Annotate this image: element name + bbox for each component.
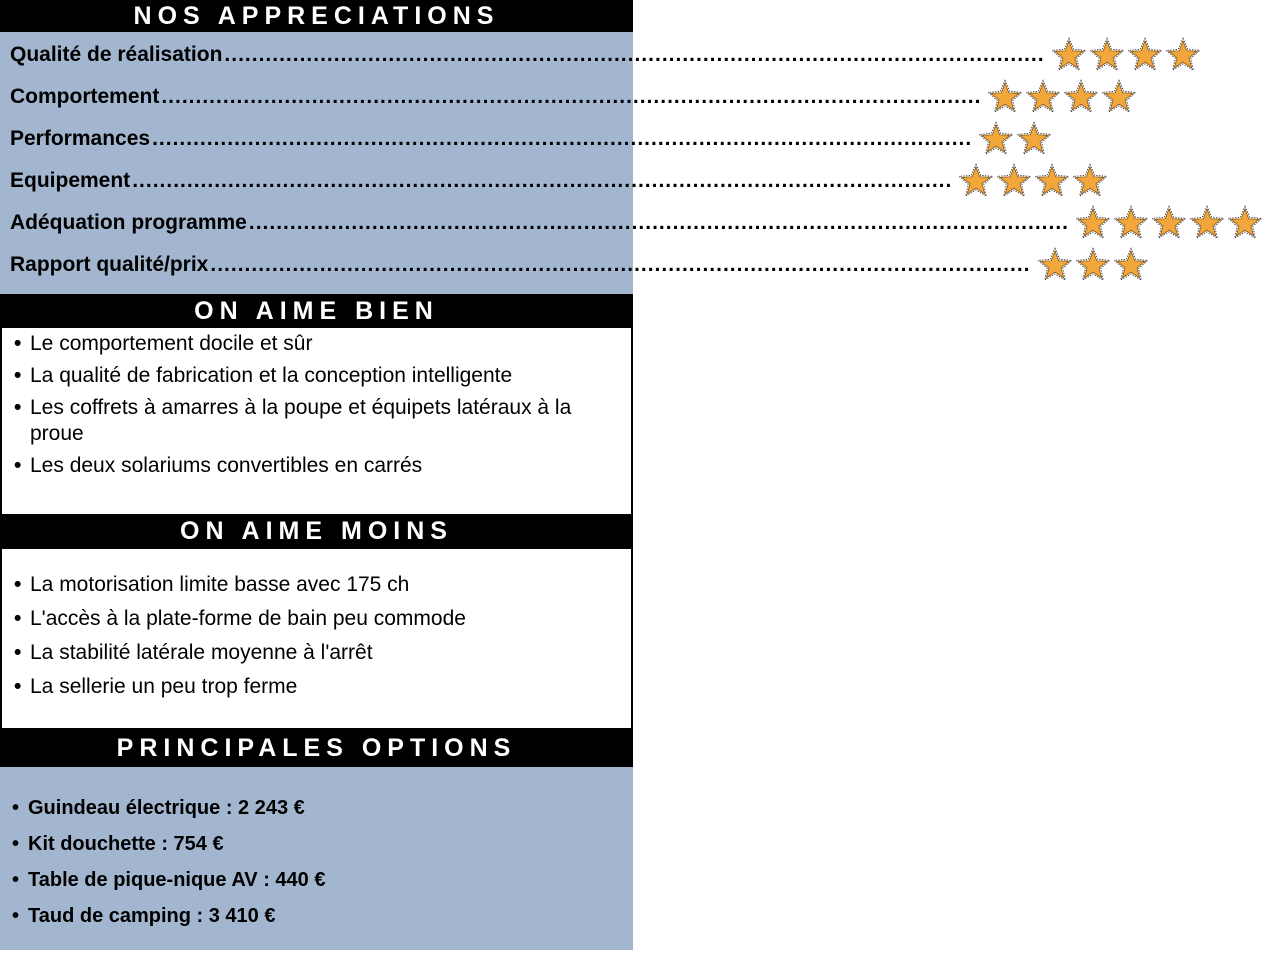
- star-rating: [1037, 247, 1159, 283]
- options-panel: [0, 767, 633, 950]
- star-icon: [1113, 205, 1149, 241]
- like-item-text: Les deux solariums convertibles en carrés: [30, 454, 423, 477]
- star-icon: [1127, 37, 1163, 73]
- bullet-icon: •: [12, 797, 20, 819]
- list-item: [2, 395, 631, 447]
- like-item-text: Le comportement docile et sûr: [30, 332, 313, 355]
- list-item: [0, 862, 633, 898]
- rating-label: Comportement: [10, 85, 160, 108]
- rating-row: [0, 160, 953, 202]
- star-icon: [1025, 79, 1061, 115]
- star-icon: [996, 163, 1032, 199]
- list-item: [2, 331, 631, 357]
- list-item: [0, 898, 633, 934]
- rating-label: Equipement: [10, 169, 131, 192]
- appreciations-title: NOS APPRECIATIONS: [133, 1, 500, 30]
- likes-title: ON AIME BIEN: [194, 296, 439, 325]
- appreciations-panel: [0, 32, 1069, 294]
- likes-header: [0, 294, 633, 328]
- star-icon: [958, 163, 994, 199]
- star-icon: [1063, 79, 1099, 115]
- option-item-text: Taud de camping : 3 410 €: [28, 905, 276, 927]
- list-item: [2, 572, 631, 598]
- leader-dots: ........................................................................................................................: [224, 43, 1045, 66]
- star-icon: [1034, 163, 1070, 199]
- star-icon: [1016, 121, 1052, 157]
- rating-row: [0, 118, 973, 160]
- likes-panel: [0, 328, 633, 514]
- dislike-item-text: La stabilité latérale moyenne à l'arrêt: [30, 641, 373, 664]
- star-icon: [978, 121, 1014, 157]
- list-item: [2, 453, 631, 479]
- list-item: [0, 790, 633, 826]
- star-rating: [958, 163, 1118, 199]
- dislike-item-text: La motorisation limite basse avec 175 ch: [30, 573, 410, 596]
- star-icon: [1189, 205, 1225, 241]
- rating-label: Rapport qualité/prix: [10, 253, 209, 276]
- dislike-item-text: La sellerie un peu trop ferme: [30, 675, 298, 698]
- star-icon: [987, 79, 1023, 115]
- bullet-icon: •: [12, 833, 20, 855]
- star-rating: [987, 79, 1147, 115]
- leader-dots: ........................................................................................................................: [161, 85, 982, 108]
- star-rating: [1051, 37, 1211, 73]
- list-item: [2, 640, 631, 666]
- options-header: [0, 730, 633, 767]
- option-item-text: Guindeau électrique : 2 243 €: [28, 797, 305, 819]
- star-icon: [1165, 37, 1201, 73]
- star-icon: [1037, 247, 1073, 283]
- star-icon: [1089, 37, 1125, 73]
- star-icon: [1151, 205, 1187, 241]
- star-icon: [1051, 37, 1087, 73]
- bullet-icon: •: [12, 869, 20, 891]
- option-item-text: Table de pique-nique AV : 440 €: [28, 869, 326, 891]
- dislikes-header: [0, 514, 633, 549]
- dislikes-title: ON AIME MOINS: [180, 517, 453, 545]
- bullet-icon: •: [14, 332, 22, 355]
- bullet-icon: •: [14, 675, 22, 698]
- options-title: PRINCIPALES OPTIONS: [116, 734, 517, 762]
- star-icon: [1075, 247, 1111, 283]
- rating-row: [0, 202, 1069, 244]
- star-icon: [1113, 247, 1149, 283]
- list-item: [2, 606, 631, 632]
- star-icon: [1072, 163, 1108, 199]
- rating-row: [0, 76, 982, 118]
- star-icon: [1075, 205, 1111, 241]
- bullet-icon: •: [14, 396, 22, 419]
- bullet-icon: •: [14, 607, 22, 630]
- bullet-icon: •: [14, 364, 22, 387]
- appreciations-header: [0, 0, 633, 32]
- leader-dots: ........................................................................................................................: [132, 169, 953, 192]
- rating-row: [0, 244, 1031, 286]
- list-item: [2, 363, 631, 389]
- list-item: [0, 826, 633, 862]
- star-rating: [978, 121, 1062, 157]
- star-icon: [1101, 79, 1137, 115]
- dislike-item-text: L'accès à la plate-forme de bain peu commode: [30, 607, 466, 630]
- like-item-text: La qualité de fabrication et la conception intelligente: [30, 364, 513, 387]
- bullet-icon: •: [14, 641, 22, 664]
- like-item-text: Les coffrets à amarres à la poupe et équipets latéraux à la proue: [30, 396, 572, 445]
- bullet-icon: •: [14, 573, 22, 596]
- rating-label: Qualité de réalisation: [10, 43, 223, 66]
- rating-label: Adéquation programme: [10, 211, 247, 234]
- leader-dots: ........................................................................................................................: [210, 253, 1031, 276]
- rating-row: [0, 34, 1045, 76]
- option-item-text: Kit douchette : 754 €: [28, 833, 224, 855]
- bullet-icon: •: [14, 454, 22, 477]
- rating-label: Performances: [10, 127, 151, 150]
- list-item: [2, 674, 631, 700]
- star-rating: [1075, 205, 1273, 241]
- bullet-icon: •: [12, 905, 20, 927]
- dislikes-panel: [0, 549, 633, 730]
- star-icon: [1227, 205, 1263, 241]
- leader-dots: ........................................................................................................................: [152, 127, 973, 150]
- leader-dots: ........................................................................................................................: [248, 211, 1069, 234]
